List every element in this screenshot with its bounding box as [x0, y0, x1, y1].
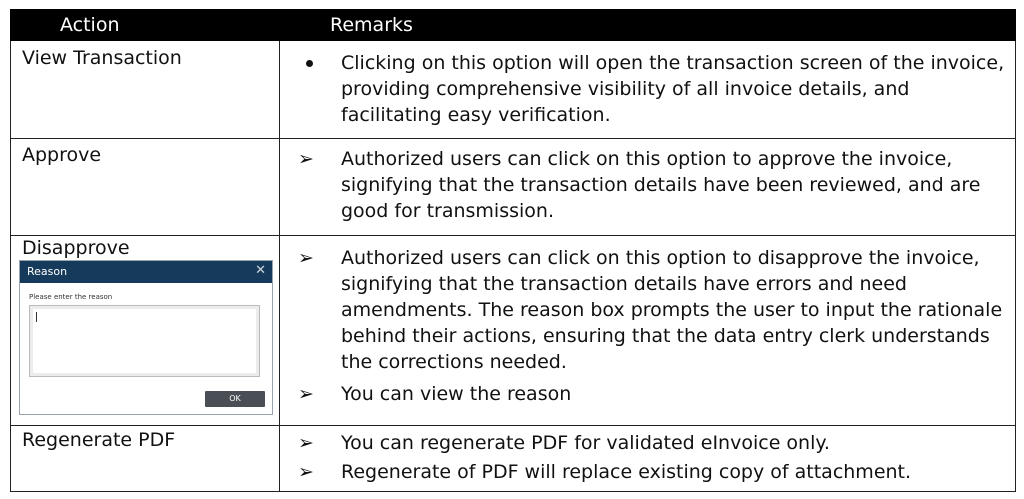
- list-item: [298, 459, 1008, 485]
- header-action: Action: [60, 14, 120, 36]
- remark-text: Clicking on this option will open the transaction screen of the invoice, providing comprehensive visibility of all invoice details, and facilitating easy verification.: [341, 52, 1005, 126]
- remarks-cell: [298, 50, 1008, 128]
- remarks-cell: [298, 430, 1008, 485]
- list-item: [298, 430, 1008, 456]
- action-view-transaction: View Transaction: [22, 47, 182, 69]
- arrow-bullet-icon: ➢: [298, 383, 314, 405]
- close-icon[interactable]: ✕: [255, 263, 266, 278]
- text-caret: [36, 312, 37, 322]
- remark-text: You can regenerate PDF for validated eInvoice only.: [341, 432, 830, 454]
- list-item: [298, 50, 1008, 128]
- table-row: [10, 235, 1016, 426]
- ok-button[interactable]: OK: [205, 391, 265, 407]
- remark-text: Authorized users can click on this option to disapprove the invoice, signifying that the transaction details have errors and need amendments. The reason box prompts the user to input the rationale behind their actions, ensuring that the data entry clerk understands the corrections needed.: [341, 247, 1003, 373]
- reason-label: Please enter the reason: [29, 293, 113, 301]
- header-remarks: Remarks: [330, 14, 413, 36]
- list-item: [298, 245, 1008, 375]
- action-regenerate-pdf: Regenerate PDF: [22, 429, 176, 451]
- list-item: [298, 146, 1008, 224]
- table-row: [10, 41, 1016, 139]
- action-disapprove: Disapprove: [22, 237, 130, 259]
- arrow-bullet-icon: ➢: [298, 432, 314, 454]
- table-row: [10, 425, 1016, 492]
- arrow-bullet-icon: ➢: [298, 461, 314, 483]
- reason-input[interactable]: [29, 305, 260, 377]
- remark-text: Authorized users can click on this option to approve the invoice, signifying that the transaction details have been reviewed, and are good for transmission.: [341, 148, 981, 222]
- arrow-bullet-icon: ➢: [298, 247, 314, 269]
- remark-text: You can view the reason: [341, 383, 572, 405]
- dialog-title: Reason: [27, 265, 68, 278]
- remarks-cell: [298, 245, 1008, 407]
- table-header: [10, 9, 1016, 41]
- action-approve: Approve: [22, 144, 102, 166]
- table-row: [10, 138, 1016, 236]
- list-item: [298, 381, 1008, 407]
- dialog-title-bar: [20, 261, 272, 283]
- arrow-bullet-icon: ➢: [298, 148, 314, 170]
- remark-text: Regenerate of PDF will replace existing copy of attachment.: [341, 461, 912, 483]
- remarks-cell: [298, 146, 1008, 224]
- reason-dialog: [19, 260, 273, 415]
